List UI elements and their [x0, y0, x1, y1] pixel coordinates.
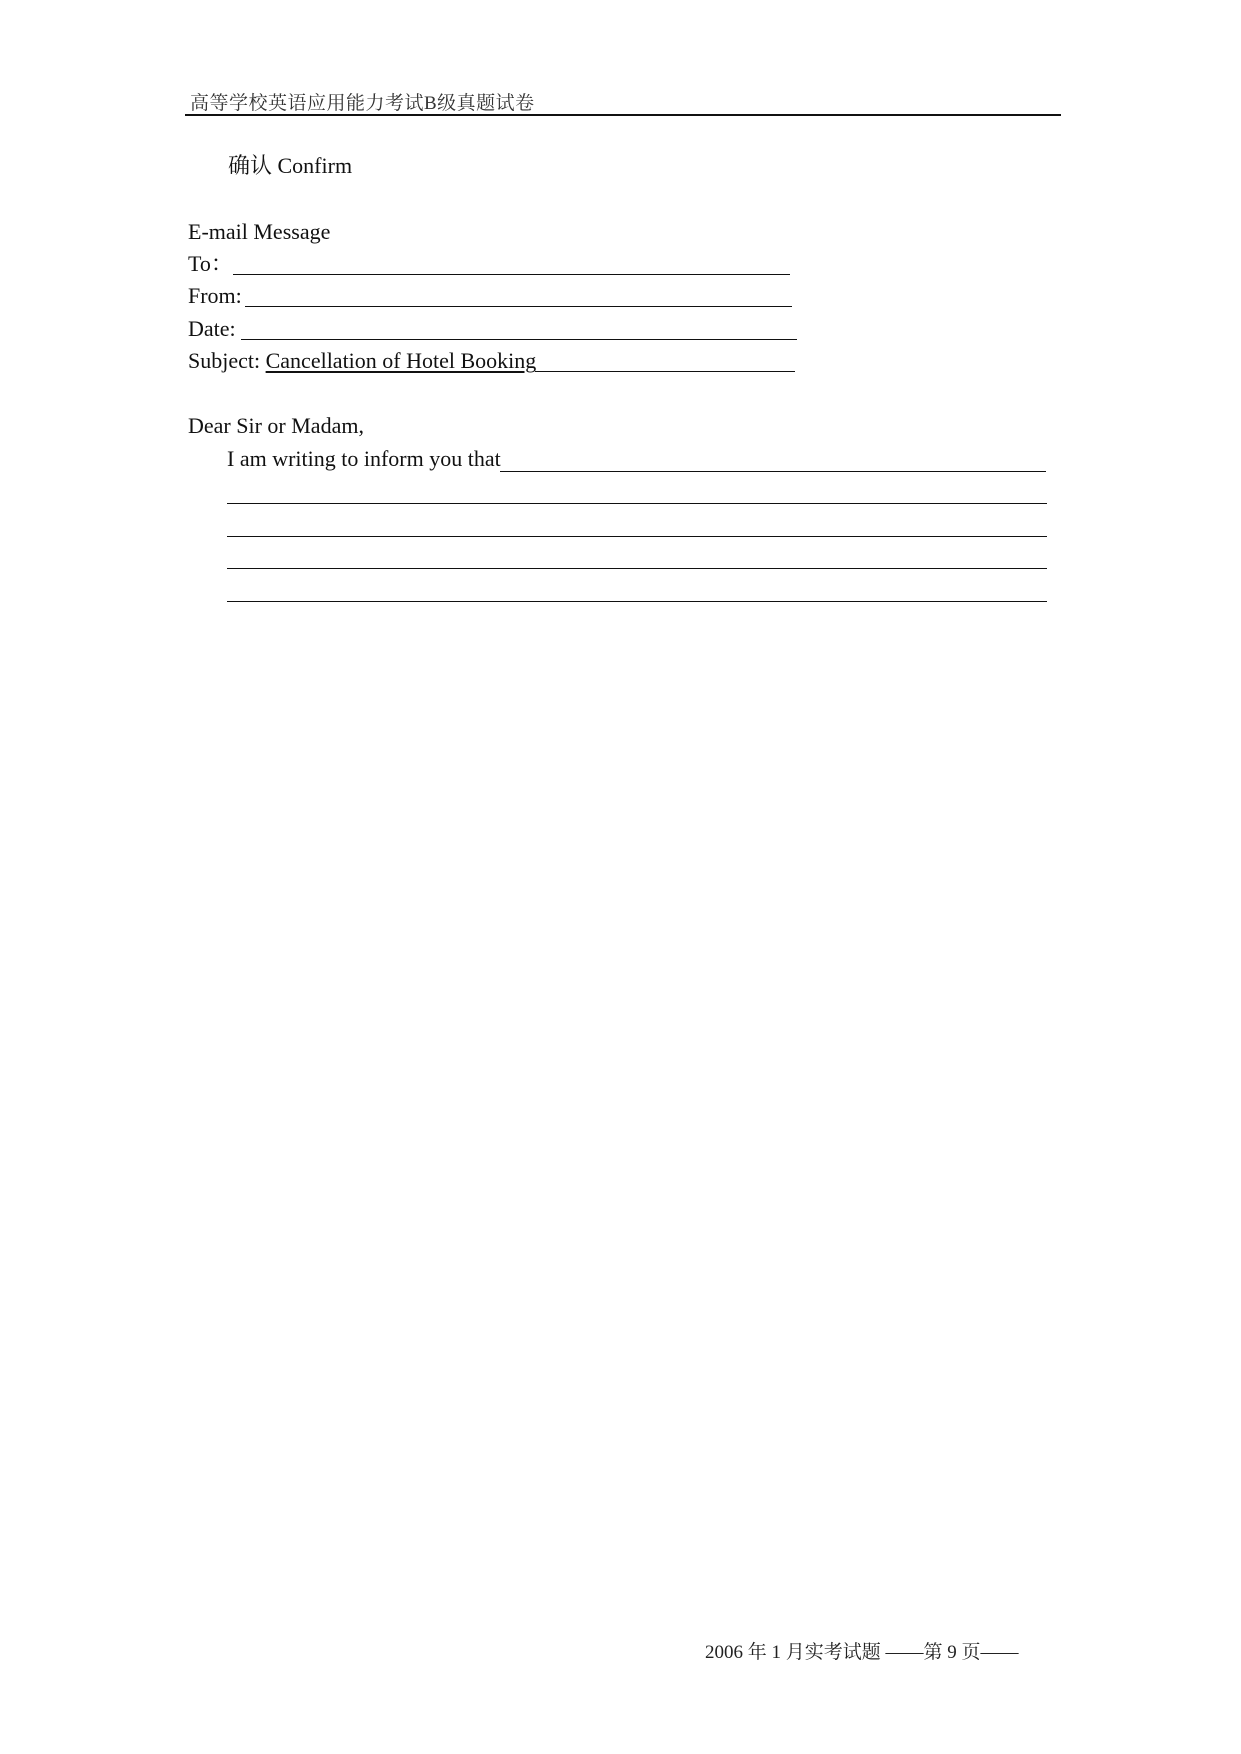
header-rule: [185, 114, 1061, 116]
date-label: Date:: [188, 316, 236, 341]
to-label: To：: [188, 251, 233, 276]
confirm-label: 确认 Confirm: [228, 153, 353, 178]
date-field[interactable]: [241, 339, 797, 340]
answer-line[interactable]: [227, 568, 1047, 569]
to-field[interactable]: [233, 274, 790, 275]
email-heading: E-mail Message: [188, 219, 331, 244]
subject-row: [188, 350, 536, 372]
salutation: Dear Sir or Madam,: [188, 413, 364, 438]
answer-line[interactable]: [227, 536, 1047, 537]
header-title: 高等学校英语应用能力考试B级真题试卷: [190, 93, 535, 114]
from-field[interactable]: [245, 306, 792, 307]
subject-label: Subject:: [188, 348, 261, 373]
subject-field[interactable]: [535, 371, 795, 372]
answer-line[interactable]: [500, 471, 1046, 472]
subject-value: Cancellation of Hotel Booking: [265, 348, 537, 373]
answer-line[interactable]: [227, 601, 1047, 602]
from-label: From:: [188, 283, 242, 308]
page-footer: 2006 年 1 月实考试题 ——第 9 页——: [705, 1642, 1019, 1663]
answer-line[interactable]: [227, 503, 1047, 504]
opening-text: I am writing to inform you that: [227, 446, 501, 471]
